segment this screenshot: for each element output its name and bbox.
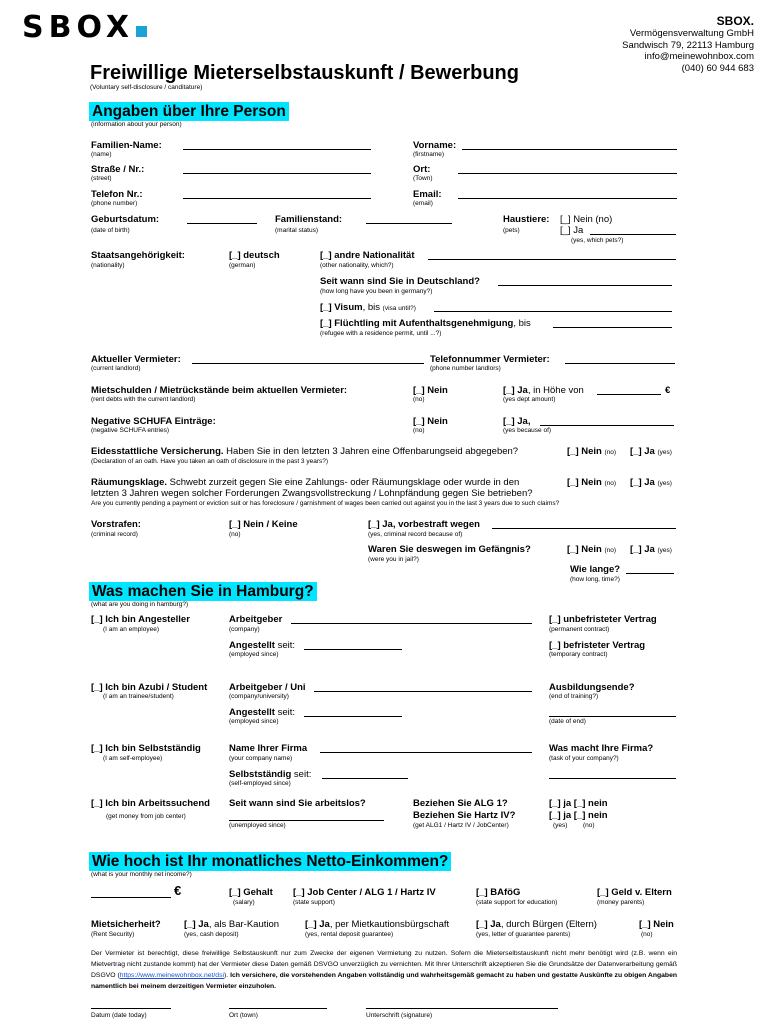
label-angestellt-seit: Angestellt seit: — [229, 640, 295, 651]
hint-rent-security: (Rent Security) — [91, 931, 135, 938]
checkbox-raeum-nein[interactable]: [_] Nein (no) — [567, 477, 617, 488]
label-staatsangehoerigkeit: Staatsangehörigkeit: — [91, 250, 185, 261]
section-sub-hamburg: (what are you doing in hamburg?) — [91, 601, 189, 608]
label-hartz: Beziehen Sie Hartz IV? — [413, 810, 516, 821]
label-ausbildungsende: Ausbildungsende? — [549, 682, 635, 693]
checkbox-vorstrafen-ja[interactable]: [_] Ja, vorbestraft wegen — [368, 519, 480, 530]
checkbox-fluechtling[interactable]: [_] Flüchtling mit Aufenthaltsgenehmigung, bis — [320, 318, 531, 329]
label-arbeitgeber-uni: Arbeitgeber / Uni — [229, 682, 306, 693]
field-seit-deutschland[interactable] — [498, 285, 672, 286]
checkbox-mietsicherheit-nein[interactable]: [_] Nein — [639, 919, 674, 930]
label-vorname: Vorname: — [413, 140, 457, 151]
hint-temporary: (temporary contract) — [549, 651, 608, 658]
label-ort-signature: Ort (town) — [229, 1012, 258, 1019]
hint-since-germany: (how long have you been in germany?) — [320, 288, 433, 295]
hint-yes-alg: (yes) — [553, 822, 568, 829]
field-angestellt-seit-2[interactable] — [304, 716, 402, 717]
hint-raeum: Are you currently pending a payment or eviction suit or has foreclosure / garnishment of wages been carried out against you in the last 3 years due to such claims? — [91, 500, 560, 507]
field-fluechtling-bis[interactable] — [553, 327, 672, 328]
hint-nationality: (nationality) — [91, 262, 125, 269]
checkbox-unbefristet[interactable]: [_] unbefristeter Vertrag — [549, 614, 657, 625]
checkbox-geld-eltern[interactable]: [_] Geld v. Eltern — [597, 887, 672, 898]
label-strasse: Straße / Nr.: — [91, 164, 145, 175]
hint-jobcenter: (get money from job center) — [106, 813, 186, 820]
hint-salary: (salary) — [233, 899, 255, 906]
hint-other-nationality: (other nationality, which?) — [320, 262, 394, 269]
field-telefon[interactable] — [183, 198, 371, 199]
field-vorstrafen-reason[interactable] — [492, 528, 676, 529]
checkbox-jobcenter-income[interactable]: [_] Job Center / ALG 1 / Hartz IV — [293, 887, 436, 898]
hint-phone-landlords: (phone number landlors) — [430, 365, 501, 372]
hint-company-uni: (company/university) — [229, 693, 289, 700]
company-email: info@meinewohnbox.com — [644, 51, 754, 62]
hint-eid: (Declaration of an oath. Have you taken an oath of disclosure in the past 3 years?) — [91, 458, 329, 465]
hint-cash-deposit: (yes, cash deposit) — [184, 931, 239, 938]
hint-bafoeg: (state support for education) — [476, 899, 558, 906]
checkbox-gefaengnis-nein[interactable]: [_] Nein (no) — [567, 544, 617, 555]
label-selbststaendig-seit: Selbstständig seit: — [229, 769, 312, 780]
label-datum: Datum (date today) — [91, 1012, 147, 1019]
company-phone: (040) 60 944 683 — [681, 62, 754, 74]
checkbox-schufa-nein[interactable]: [_] Nein — [413, 416, 448, 427]
checkbox-eid-ja[interactable]: [_] Ja (yes) — [630, 446, 672, 457]
checkbox-befristet[interactable]: [_] befristeter Vertrag — [549, 640, 646, 651]
field-arbeitgeber[interactable] — [291, 623, 532, 624]
page-subtitle: (Voluntary self-disclosure / canditature) — [90, 84, 203, 91]
hint-phone: (phone number) — [91, 200, 138, 207]
company-name: Vermögensverwaltung GmbH — [629, 28, 754, 39]
hint-rent-debts: (rent debts with the current landlord) — [91, 396, 196, 403]
hint-money-parents: (money parents) — [597, 899, 645, 906]
field-seit-arbeitslos[interactable] — [229, 820, 384, 821]
company-block — [622, 14, 754, 74]
section-heading-person: Angaben über Ihre Person — [89, 102, 289, 121]
checkbox-mietschulden-ja[interactable]: [_] Ja, in Höhe von — [503, 385, 584, 396]
question-raeumungsklage-line2: letzten 3 Jahren wegen solcher Forderungen Zwangsvollstreckung / Lohnpfändung gegen Sie betrieben? — [91, 488, 533, 499]
hint-deposit-guarantee: (yes, rental deposit guarantee) — [305, 931, 394, 938]
hint-email: (email) — [413, 200, 433, 207]
label-unterschrift: Unterschrift (signature) — [366, 1012, 433, 1019]
field-arbeitgeber-uni[interactable] — [314, 691, 532, 692]
label-was-macht-firma: Was macht Ihre Firma? — [549, 743, 654, 754]
hint-yes-because: (yes because of) — [503, 427, 552, 434]
checkbox-hartz-ja-nein[interactable]: [_] ja [_] nein — [549, 810, 608, 821]
checkbox-raeum-ja[interactable]: [_] Ja (yes) — [630, 477, 672, 488]
field-familienstand[interactable] — [366, 223, 452, 224]
checkbox-visum[interactable]: [_] Visum, bis (visa until?) — [320, 302, 416, 313]
field-name-firma[interactable] — [320, 752, 532, 753]
checkbox-buergschaft[interactable]: [_] Ja, per Mietkautionsbürgschaft — [305, 919, 450, 930]
hint-no-alg: (no) — [583, 822, 595, 829]
field-mietschulden-betrag[interactable] — [597, 394, 661, 395]
checkbox-arbeitssuchend[interactable]: [_] Ich bin Arbeitssuchend — [91, 798, 210, 809]
field-ort-signature[interactable] — [229, 1008, 327, 1009]
label-seit-arbeitslos: Seit wann sind Sie arbeitslos? — [229, 798, 366, 809]
hint-date-of-end: (date of end) — [549, 718, 586, 725]
label-schufa: Negative SCHUFA Einträge: — [91, 416, 216, 427]
checkbox-azubi[interactable]: [_] Ich bin Azubi / Student — [91, 682, 208, 693]
field-ort[interactable] — [458, 173, 677, 174]
field-telefon-vermieter[interactable] — [565, 363, 675, 364]
hint-firstname: (firstname) — [413, 151, 445, 158]
field-visum-bis[interactable] — [434, 311, 672, 312]
hint-refugee: (refugee with a residence permit, until ...?) — [320, 330, 442, 337]
checkbox-mietschulden-nein[interactable]: [_] Nein — [413, 385, 448, 396]
hint-your-company: (your company name) — [229, 755, 293, 762]
hint-no-crim: (no) — [229, 531, 241, 538]
field-task-company[interactable] — [549, 778, 676, 779]
section-heading-einkommen: Wie hoch ist Ihr monatliches Netto-Einkommen? — [89, 852, 451, 871]
checkbox-buergen-eltern[interactable]: [_] Ja, durch Bürgen (Eltern) — [476, 919, 597, 930]
euro-sign-debts: € — [665, 385, 671, 396]
label-geburtsdatum: Geburtsdatum: — [91, 214, 160, 225]
hint-dob: (date of birth) — [91, 227, 130, 234]
hint-permanent: (permanent contract) — [549, 626, 610, 633]
label-telefon: Telefon Nr.: — [91, 189, 143, 200]
hint-yes-crim: (yes, criminal record because of) — [368, 531, 463, 538]
checkbox-eid-nein[interactable]: [_] Nein (no) — [567, 446, 617, 457]
hint-town: (Town) — [413, 175, 433, 182]
page-title: Freiwillige Mieterselbstauskunft / Bewerbung — [90, 62, 519, 84]
label-arbeitgeber: Arbeitgeber — [229, 614, 283, 625]
hint-trainee: (I am an trainee/student) — [103, 693, 174, 700]
field-familienname[interactable] — [183, 149, 371, 150]
hint-german: (german) — [229, 262, 256, 269]
hint-pets: (pets) — [503, 227, 520, 234]
checkbox-alg1-ja-nein[interactable]: [_] ja [_] nein — [549, 798, 608, 809]
hint-yes-debt: (yes dept amount) — [503, 396, 556, 403]
label-mietsicherheit: Mietsicherheit? — [91, 919, 161, 930]
hint-schufa: (negative SCHUFA entries) — [91, 427, 170, 434]
checkbox-andere-nationalitaet[interactable]: [_] andre Nationalität — [320, 250, 415, 261]
hint-name: (name) — [91, 151, 112, 158]
checkbox-schufa-ja[interactable]: [_] Ja, — [503, 416, 531, 427]
logo-dot — [136, 26, 147, 37]
label-gefaengnis: Waren Sie deswegen im Gefängnis? — [368, 544, 531, 555]
hint-employed-since: (employed since) — [229, 651, 279, 658]
label-familienstand: Familienstand: — [275, 214, 343, 225]
field-selbststaendig-seit[interactable] — [322, 778, 408, 779]
company-address: Sandwisch 79, 22113 Hamburg — [622, 39, 754, 51]
hint-marital: (marital status) — [275, 227, 318, 234]
field-wie-lange[interactable] — [626, 573, 674, 574]
label-angestellt-seit-2: Angestellt seit: — [229, 707, 295, 718]
label-vorstrafen: Vorstrafen: — [91, 519, 141, 530]
hint-employee: (I am an employee) — [103, 626, 159, 633]
hint-no-schufa: (no) — [413, 427, 425, 434]
checkbox-bar-kaution[interactable]: [_] Ja, als Bar-Kaution — [184, 919, 280, 930]
hint-employed-since-2: (employed since) — [229, 718, 279, 725]
disclaimer-text: Der Vermieter ist berechtigt, diese freiwillige Selbstauskunft nur zum Zwecke der eigenen Vermietung zu nutzen. Sofern die Mieterselbstauskunft nicht mehr benötigt wird (z.B. wenn ein Mietvertrag nicht zustande kommt) hat der Vermieter diese Daten gemäß DSVGO unverzüglich zu vernichten. Mit Ihrer Unterschrift akzeptieren Sie die Grundsätze der Datenverarbeitung gemäß DSGVO (https://www.meinewohnbox.net/dsi). Ich versichere, die vorstehenden Angaben vollständig und wahrheitsgemäß gemacht zu haben und gestatte Auskünfte zu obigen Angaben namentlich bei meinem derzeitigen Vermieter einzuholen. — [91, 950, 678, 990]
label-mietschulden: Mietschulden / Mietrückstände beim aktuellen Vermieter: — [91, 385, 348, 396]
label-telefon-vermieter: Telefonnummer Vermieter: — [430, 354, 550, 365]
field-aktueller-vermieter[interactable] — [192, 363, 424, 364]
logo: SBOX — [22, 10, 147, 45]
hint-end-training: (end of training?) — [549, 693, 599, 700]
hint-guarantee-parents: (yes, letter of guarantee parents) — [476, 931, 571, 938]
hint-current-landlord: (current landlord) — [91, 365, 141, 372]
hint-no-debts: (no) — [413, 396, 425, 403]
field-einkommen[interactable] — [91, 897, 171, 898]
checkbox-haustiere-nein[interactable]: [_] Nein (no) — [560, 214, 613, 225]
question-eidesstattlich: Eidesstattliche Versicherung. Haben Sie in den letzten 3 Jahren eine Offenbarungseid abgegeben? — [91, 446, 519, 457]
hint-unemployed: (unemployed since) — [229, 822, 286, 829]
label-familienname: Familien-Name: — [91, 140, 162, 151]
hint-street: (street) — [91, 175, 112, 182]
euro-sign-income: € — [174, 883, 182, 898]
field-angestellt-seit[interactable] — [304, 649, 402, 650]
hint-state-support: (state support) — [293, 899, 335, 906]
label-name-firma: Name Ihrer Firma — [229, 743, 308, 754]
field-andere-nationalitaet[interactable] — [428, 259, 676, 260]
hint-self-since: (self-employed since) — [229, 780, 291, 787]
question-raeumungsklage: Räumungsklage. Schwebt zurzeit gegen Sie eine Zahlungs- oder Räumungsklage oder wurde in den — [91, 477, 520, 488]
label-aktueller-vermieter: Aktueller Vermieter: — [91, 354, 181, 365]
label-haustiere: Haustiere: — [503, 214, 550, 225]
hint-no-security: (no) — [641, 931, 653, 938]
field-vorname[interactable] — [462, 149, 677, 150]
checkbox-bafoeg[interactable]: [_] BAföG — [476, 887, 521, 898]
label-seit-deutschland: Seit wann sind Sie in Deutschland? — [320, 276, 480, 287]
field-unterschrift[interactable] — [366, 1008, 558, 1009]
field-geburtsdatum[interactable] — [187, 223, 257, 224]
hint-company: (company) — [229, 626, 260, 633]
company-logo-small: SBOX. — [716, 14, 754, 28]
hint-self-employee: (I am self-employee) — [103, 755, 163, 762]
hint-yes-pets: (yes, which pets?) — [571, 237, 624, 244]
hint-task-company: (task of your company?) — [549, 755, 619, 762]
section-sub-einkommen: (what is your monthly net income?) — [91, 871, 192, 878]
field-haustiere-which[interactable] — [590, 234, 676, 235]
checkbox-angestellter[interactable]: [_] Ich bin Angesteller — [91, 614, 190, 625]
hint-alg: (get ALG1 / Hartz IV / JobCenter) — [413, 822, 509, 829]
checkbox-haustiere-ja[interactable]: [_] Ja — [560, 225, 584, 236]
hint-criminal: (criminal record) — [91, 531, 138, 538]
section-heading-hamburg: Was machen Sie in Hamburg? — [89, 582, 317, 601]
label-wie-lange: Wie lange? — [570, 564, 621, 575]
label-email: Email: — [413, 189, 442, 200]
section-sub-person: (information about your person) — [91, 121, 182, 128]
field-strasse[interactable] — [183, 173, 371, 174]
hint-how-long: (how long, time?) — [570, 576, 620, 583]
field-date-of-end[interactable] — [549, 716, 676, 717]
checkbox-selbststaendig[interactable]: [_] Ich bin Selbstständig — [91, 743, 201, 754]
checkbox-gehalt[interactable]: [_] Gehalt — [229, 887, 273, 898]
label-alg1: Beziehen Sie ALG 1? — [413, 798, 508, 809]
checkbox-deutsch[interactable]: [_] deutsch — [229, 250, 280, 261]
hint-jail: (were you in jail?) — [368, 556, 419, 563]
label-ort: Ort: — [413, 164, 431, 175]
field-datum[interactable] — [91, 1008, 171, 1009]
field-schufa-reason[interactable] — [540, 425, 674, 426]
checkbox-vorstrafen-nein[interactable]: [_] Nein / Keine — [229, 519, 298, 530]
checkbox-gefaengnis-ja[interactable]: [_] Ja (yes) — [630, 544, 672, 555]
privacy-link[interactable]: https://www.meinewohnbox.net/dsi — [119, 972, 224, 979]
field-email[interactable] — [458, 198, 677, 199]
